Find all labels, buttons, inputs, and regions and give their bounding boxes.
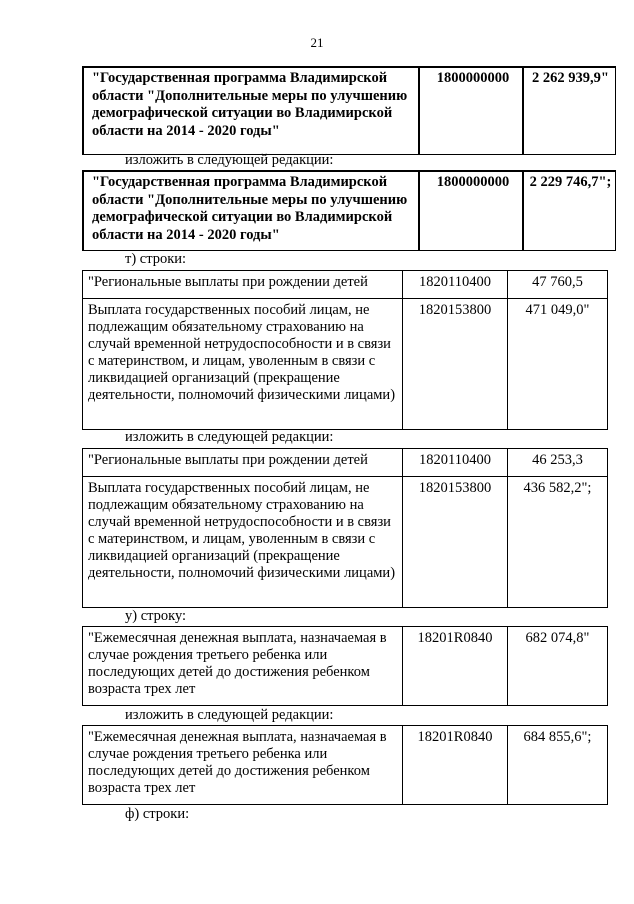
rows-table-new [82,448,608,608]
instruction-item-f: ф) строки: [125,806,190,822]
row-name: "Региональные выплаты при рождении детей [83,271,403,299]
table-row [83,726,608,805]
row-name: "Ежемесячная денежная выплата, назначаемая в случае рождения третьего ребенка или последующих детей до достижения ребенком возраста трех лет [83,726,403,805]
instruction-replace: изложить в следующей редакции: [125,707,334,723]
row-table-old [82,626,608,706]
program-sum: 2 229 746,7"; [523,171,616,250]
row-code: 18201R0840 [403,726,508,805]
program-name: "Государственная программа Владимирской области "Дополнительные меры по улучшению демографической ситуации во Владимирской области на 2014 - 2020 годы" [83,171,419,250]
rows-table-old [82,270,608,430]
program-code: 1800000000 [419,171,523,250]
instruction-item-u: у) строку: [125,608,187,624]
program-table-new [82,170,616,251]
table-row [83,171,616,250]
row-code: 1820110400 [403,449,508,477]
row-table-new [82,725,608,805]
row-code: 1820153800 [403,477,508,608]
row-code: 1820153800 [403,299,508,430]
row-sum: 47 760,5 [508,271,608,299]
table-row [83,449,608,477]
program-table-old [82,66,616,155]
row-sum: 46 253,3 [508,449,608,477]
table-row [83,627,608,706]
table-row [83,271,608,299]
row-code: 1820110400 [403,271,508,299]
row-name: "Региональные выплаты при рождении детей [83,449,403,477]
instruction-replace: изложить в следующей редакции: [125,152,334,168]
row-sum: 471 049,0" [508,299,608,430]
row-name: Выплата государственных пособий лицам, не подлежащим обязательному страхованию на случай временной нетрудоспособности и в связи с материнством, и лицам, уволенным в связи с ликвидацией организаций (прекращение деятельности, полномочий физическими лицами) [83,477,403,608]
row-sum: 684 855,6"; [508,726,608,805]
row-name: Выплата государственных пособий лицам, не подлежащим обязательному страхованию на случай временной нетрудоспособности и в связи с материнством, и лицам, уволенным в связи с ликвидацией организаций (прекращение деятельности, полномочий физическими лицами) [83,299,403,430]
row-sum: 682 074,8" [508,627,608,706]
table-row [83,67,616,154]
program-code: 1800000000 [419,67,523,154]
program-name: "Государственная программа Владимирской области "Дополнительные меры по улучшению демографической ситуации во Владимирской области на 2014 - 2020 годы" [83,67,419,154]
row-name: "Ежемесячная денежная выплата, назначаемая в случае рождения третьего ребенка или последующих детей до достижения ребенком возраста трех лет [83,627,403,706]
table-row [83,477,608,608]
row-sum: 436 582,2"; [508,477,608,608]
table-row [83,299,608,430]
page-number: 21 [310,35,324,50]
instruction-item-t: т) строки: [125,251,187,267]
row-code: 18201R0840 [403,627,508,706]
program-sum: 2 262 939,9" [523,67,616,154]
instruction-replace: изложить в следующей редакции: [125,429,334,445]
